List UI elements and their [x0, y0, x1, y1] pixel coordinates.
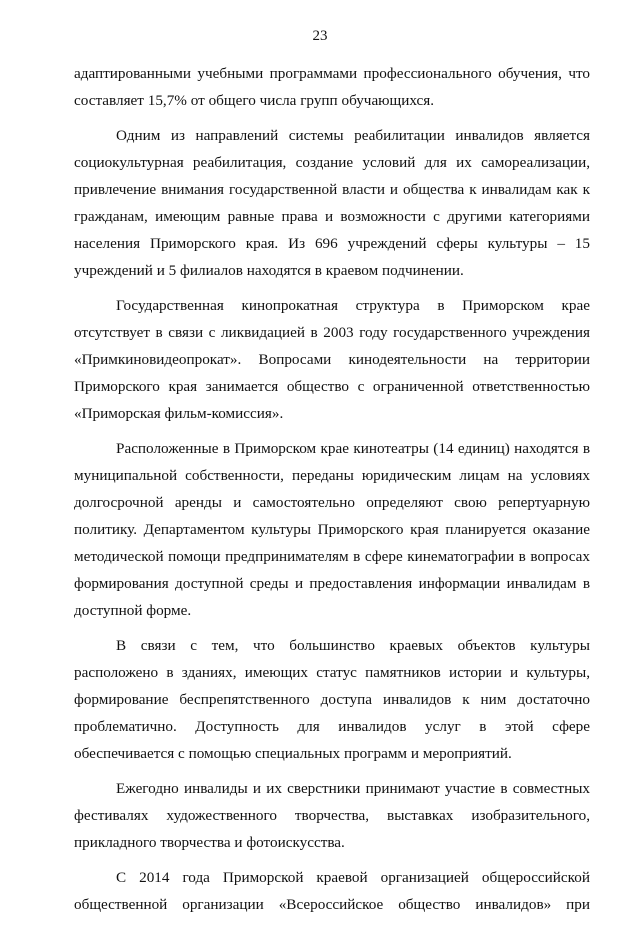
paragraph-cinemas: Расположенные в Приморском крае кинотеатры (14 единиц) находятся в муниципальной собственности, переданы юридическим лицам на условиях долгосрочной аренды и самостоятельно определяют свою репертуарную политику. Департаментом культуры Приморского края планируется оказание методической помощи предпринимателям в сфере кинематографии в вопросах формирования доступной среды и предоставления информации инвалидам в доступной форме. [74, 440, 590, 619]
paragraph-festivals: Ежегодно инвалиды и их сверстники принимают участие в совместных фестивалях художественного творчества, выставках изобразительного, прикладного творчества и фотоискусства. [74, 780, 590, 851]
paragraph-film-distribution: Государственная кинопрокатная структура в Приморском крае отсутствует в связи с ликвидацией в 2003 году государственного учреждения «Примкиновидеопрокат». Вопросами кинодеятельности на территории Приморского края занимается общество с ограниченной ответственностью «Приморская фильм-комиссия». [74, 297, 590, 422]
paragraph-culture-objects-access: В связи с тем, что большинство краевых объектов культуры расположено в зданиях, имеющих статус памятников истории и культуры, формирование беспрепятственного доступа инвалидов к ним достаточно проблематично. Доступность для инвалидов услуг в этой сфере обеспечивается с помощью специальных программ и мероприятий. [74, 637, 590, 762]
body-text [74, 60, 590, 926]
paragraph-organization-2014: С 2014 года Приморской краевой организацией общероссийской общественной организации «Всероссийское общество инвалидов» при [74, 869, 590, 913]
paragraph-sociocultural-rehabilitation: Одним из направлений системы реабилитации инвалидов является социокультурная реабилитация, создание условий для их самореализации, привлечение внимания государственной власти и общества к инвалидам как к гражданам, имеющим равные права и возможности с другими категориями населения Приморского края. Из 696 учреждений сферы культуры – 15 учреждений и 5 филиалов находятся в краевом подчинении. [74, 127, 590, 279]
paragraph-continued: адаптированными учебными программами профессионального обучения, что составляет 15,7% от общего числа групп обучающихся. [74, 65, 590, 109]
page-number: 23 [312, 28, 328, 44]
